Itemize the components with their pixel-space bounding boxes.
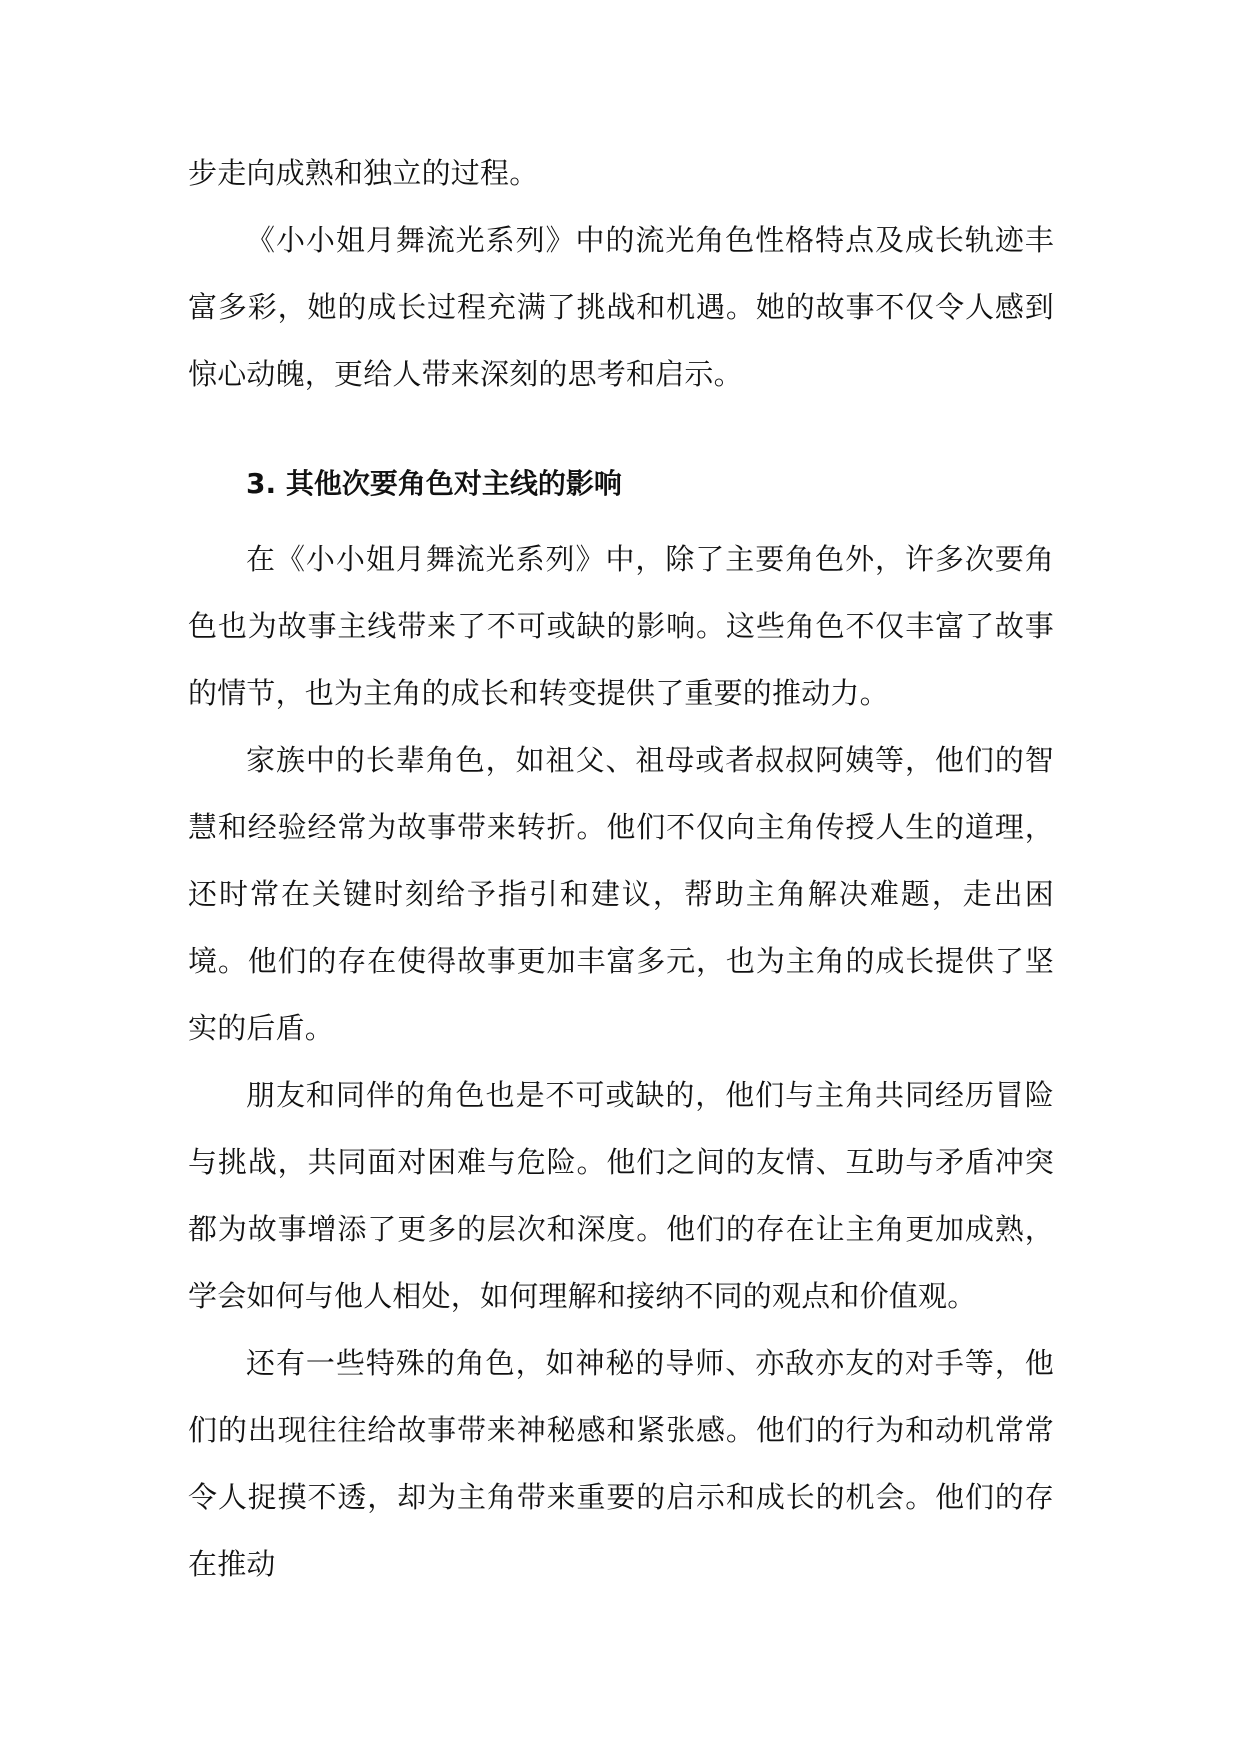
paragraph-special-roles: 还有一些特殊的角色，如神秘的导师、亦敌亦友的对手等，他们的出现往往给故事带来神秘感和紧张感。他们的行为和动机常常令人捉摸不透，却为主角带来重要的启示和成长的机会。他们的存在推动 <box>188 1346 1054 1581</box>
section-heading: 3. 其他次要角色对主线的影响 <box>246 467 622 500</box>
paragraph-secondary-roles: 在《小小姐月舞流光系列》中，除了主要角色外，许多次要角色也为故事主线带来了不可或缺的影响。这些角色不仅丰富了故事的情节，也为主角的成长和转变提供了重要的推动力。 <box>188 542 1054 710</box>
paragraph-elder-roles: 家族中的长辈角色，如祖父、祖母或者叔叔阿姨等，他们的智慧和经验经常为故事带来转折。他们不仅向主角传授人生的道理，还时常在关键时刻给予指引和建议，帮助主角解决难题，走出困境。他们的存在使得故事更加丰富多元，也为主角的成长提供了坚实的后盾。 <box>188 743 1054 1045</box>
paragraph-liuguang-summary: 《小小姐月舞流光系列》中的流光角色性格特点及成长轨迹丰富多彩，她的成长过程充满了挑战和机遇。她的故事不仅令人感到惊心动魄，更给人带来深刻的思考和启示。 <box>188 223 1054 391</box>
document-body <box>188 140 1054 1598</box>
paragraph-friend-roles: 朋友和同伴的角色也是不可或缺的，他们与主角共同经历冒险与挑战，共同面对困难与危险。他们之间的友情、互助与矛盾冲突都为故事增添了更多的层次和深度。他们的存在让主角更加成熟，学会如何与他人相处，如何理解和接纳不同的观点和价值观。 <box>188 1078 1054 1313</box>
paragraph-continuation: 步走向成熟和独立的过程。 <box>188 156 539 190</box>
